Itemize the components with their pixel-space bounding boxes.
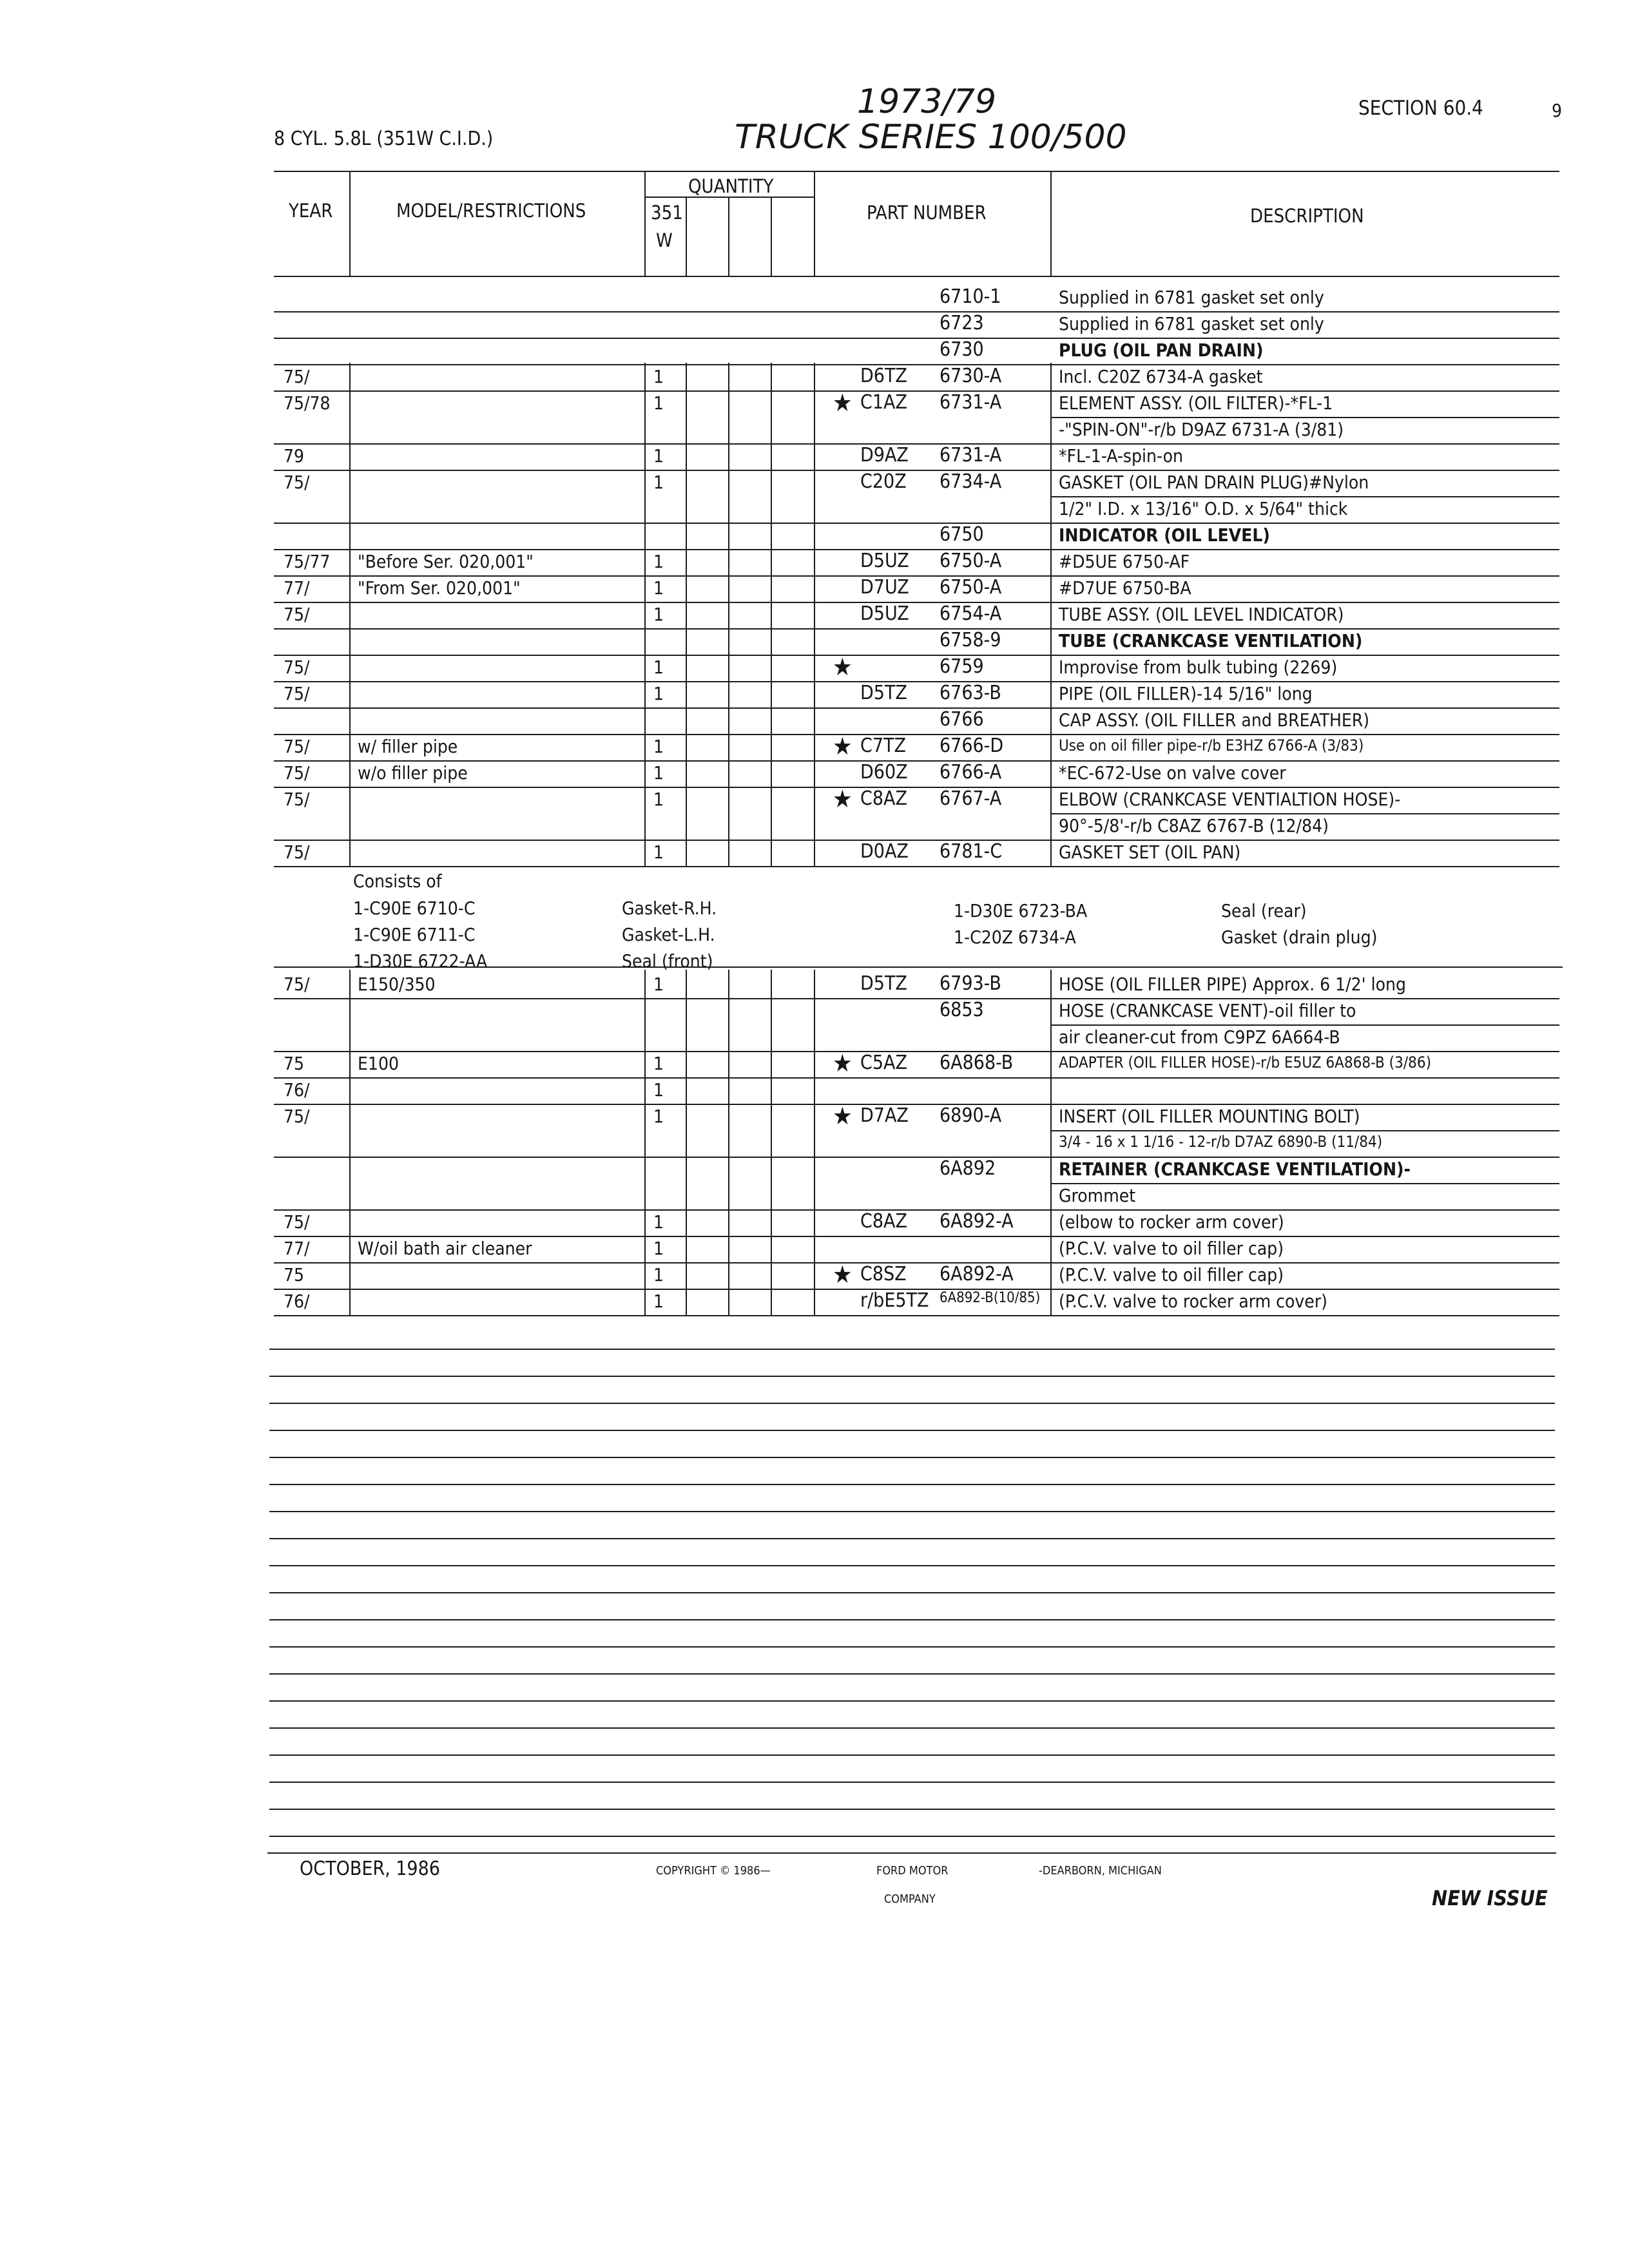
qty-cell: 1	[653, 683, 664, 704]
year-cell: 75/	[284, 1211, 310, 1233]
blank-rule	[269, 1538, 1555, 1539]
blank-rule	[269, 1457, 1555, 1458]
column-rule	[644, 970, 646, 1315]
star-icon: ★	[833, 1260, 853, 1289]
frame-line	[814, 171, 815, 276]
part-prefix-cell: C5AZ	[860, 1052, 907, 1074]
row-rule	[274, 628, 1559, 629]
row-rule	[274, 1104, 1559, 1105]
blank-rule	[269, 1565, 1555, 1566]
qty-cell: 1	[653, 445, 664, 466]
part-base-cell: 6781-C	[940, 840, 1003, 863]
blank-rule	[269, 1700, 1555, 1702]
part-base-cell: 6730	[940, 338, 984, 361]
part-base-cell: 6A892	[940, 1157, 996, 1180]
desc-cell: (P.C.V. valve to oil filler cap)	[1059, 1264, 1284, 1285]
part-prefix-cell: C20Z	[860, 470, 907, 493]
desc-cell: (P.C.V. valve to rocker arm cover)	[1059, 1291, 1327, 1312]
model-cell: w/o filler pipe	[358, 762, 468, 783]
consists-label: Consists of	[353, 870, 442, 892]
consists-part: 1-D30E 6723-BA	[954, 900, 1088, 921]
part-base-cell: 6766	[940, 708, 984, 731]
part-base-cell: 6763-B	[940, 682, 1001, 704]
year-cell: 75/	[284, 683, 310, 704]
year-cell: 75/	[284, 472, 310, 493]
qty-cell: 1	[653, 551, 664, 572]
desc-cell: PLUG (OIL PAN DRAIN)	[1059, 340, 1264, 361]
blank-rule	[269, 1511, 1555, 1512]
footer-company-1: FORD MOTOR	[876, 1864, 949, 1878]
blank-rule	[269, 1646, 1555, 1648]
desc-cell: (P.C.V. valve to oil filler cap)	[1059, 1238, 1284, 1259]
part-base-cell: 6A892-A	[940, 1263, 1014, 1285]
desc-cell: air cleaner-cut from C9PZ 6A664-B	[1059, 1026, 1340, 1048]
column-rule	[814, 363, 815, 866]
part-base-cell: 6710-1	[940, 285, 1001, 308]
qty-cell: 1	[653, 789, 664, 810]
desc-cell: INDICATOR (OIL LEVEL)	[1059, 524, 1270, 546]
row-rule	[274, 707, 1559, 709]
consists-bottom-rule	[274, 966, 1563, 968]
desc-cell: ELBOW (CRANKCASE VENTIALTION HOSE)-	[1059, 789, 1401, 810]
part-prefix-cell: D5TZ	[860, 682, 907, 704]
footer-date: OCTOBER, 1986	[300, 1858, 440, 1880]
desc-cell: *EC-672-Use on valve cover	[1059, 762, 1286, 783]
consists-name: Gasket-R.H.	[622, 898, 717, 919]
col-quantity: QUANTITY	[688, 175, 774, 197]
blank-rule	[269, 1754, 1555, 1756]
desc-cell: Supplied in 6781 gasket set only	[1059, 313, 1324, 334]
qty-cell: 1	[653, 1106, 664, 1127]
desc-cell: 90°-5/8'-r/b C8AZ 6767-B (12/84)	[1059, 815, 1329, 836]
star-icon: ★	[833, 1102, 853, 1130]
part-base-cell: 6767-A	[940, 787, 1002, 810]
part-base-cell: 6731-A	[940, 391, 1002, 414]
blank-rule	[269, 1349, 1555, 1350]
column-rule	[1050, 363, 1052, 866]
consists-name: Seal (rear)	[1221, 900, 1307, 921]
row-rule	[274, 311, 1559, 312]
qty-cell: 1	[653, 762, 664, 783]
part-prefix-cell: D5UZ	[860, 602, 909, 625]
consists-part: 1-C90E 6710-C	[353, 898, 476, 919]
column-rule	[349, 970, 351, 1315]
row-rule	[1050, 1024, 1559, 1026]
part-base-cell: 6730-A	[940, 365, 1002, 387]
header-bottom-rule	[274, 276, 1559, 277]
row-rule	[274, 655, 1559, 656]
row-rule	[274, 1051, 1559, 1052]
row-rule	[274, 760, 1559, 762]
frame-line	[1050, 171, 1052, 276]
year-cell: 76/	[284, 1291, 310, 1312]
star-icon: ★	[833, 785, 853, 813]
column-rule	[771, 363, 772, 866]
year-cell: 75/	[284, 1106, 310, 1127]
blank-rule	[269, 1727, 1555, 1729]
year-cell: 75/	[284, 604, 310, 625]
row-rule	[1050, 813, 1559, 814]
model-cell: E100	[358, 1053, 399, 1074]
desc-cell: Use on oil filler pipe-r/b E3HZ 6766-A (3/83)	[1059, 736, 1364, 754]
qty-cell: 1	[653, 366, 664, 387]
blank-rule	[269, 1619, 1555, 1620]
model-cell: "Before Ser. 020,001"	[358, 551, 534, 572]
star-icon: ★	[833, 1049, 853, 1077]
row-rule	[274, 338, 1559, 339]
part-base-cell: 6A892-A	[940, 1210, 1014, 1233]
row-rule	[274, 998, 1559, 999]
col-desc: DESCRIPTION	[1250, 205, 1364, 227]
year-cell: 75/	[284, 366, 310, 387]
part-base-cell: 6793-B	[940, 972, 1001, 995]
col-qty-351: 351	[651, 202, 683, 224]
desc-cell: 1/2" I.D. x 13/16" O.D. x 5/64" thick	[1059, 498, 1348, 519]
part-prefix-cell: D6TZ	[860, 365, 907, 387]
year-cell: 77/	[284, 1238, 310, 1259]
desc-cell: GASKET SET (OIL PAN)	[1059, 841, 1241, 863]
row-rule	[1050, 496, 1559, 497]
series-title: TRUCK SERIES 100/500	[735, 118, 1127, 157]
desc-cell: RETAINER (CRANKCASE VENTILATION)-	[1059, 1158, 1411, 1180]
part-base-cell: 6734-A	[940, 470, 1002, 493]
part-prefix-cell: D5TZ	[860, 972, 907, 995]
blank-rule	[269, 1809, 1555, 1810]
desc-cell: Grommet	[1059, 1185, 1136, 1206]
part-base-cell: 6890-A	[940, 1104, 1002, 1127]
footer-issue: NEW ISSUE	[1432, 1886, 1548, 1910]
column-rule	[1050, 970, 1052, 1315]
qty-cell: 1	[653, 1264, 664, 1285]
desc-cell: INSERT (OIL FILLER MOUNTING BOLT)	[1059, 1106, 1360, 1127]
column-rule	[686, 363, 687, 866]
qty-cell: 1	[653, 1079, 664, 1100]
consists-part: 1-C90E 6711-C	[353, 924, 476, 945]
qty-cell: 1	[653, 392, 664, 414]
star-icon: ★	[833, 389, 853, 417]
row-rule	[274, 1077, 1559, 1079]
column-rule	[644, 363, 646, 866]
part-base-cell: 6750	[940, 523, 984, 546]
column-rule	[686, 970, 687, 1315]
footer-company-2: COMPANY	[884, 1892, 936, 1906]
qty-cell: 1	[653, 604, 664, 625]
row-rule	[274, 1236, 1559, 1237]
column-rule	[728, 363, 729, 866]
frame-line	[644, 171, 646, 276]
part-base-cell: 6759	[940, 655, 984, 678]
part-prefix-cell: D0AZ	[860, 840, 909, 863]
part-prefix-cell: D60Z	[860, 761, 908, 783]
year-cell: 75/	[284, 762, 310, 783]
part-base-cell: 6754-A	[940, 602, 1002, 625]
year-cell: 75/	[284, 841, 310, 863]
consists-name: Gasket (drain plug)	[1221, 927, 1378, 948]
footer-copyright: COPYRIGHT © 1986—	[656, 1864, 771, 1878]
row-rule	[274, 734, 1559, 735]
section-label: SECTION 60.4	[1358, 97, 1483, 120]
year-cell: 75/	[284, 736, 310, 757]
part-prefix-cell: r/bE5TZ	[860, 1289, 929, 1312]
desc-cell: TUBE ASSY. (OIL LEVEL INDICATOR)	[1059, 604, 1344, 625]
blank-rule	[269, 1673, 1555, 1675]
column-rule	[728, 970, 729, 1315]
row-rule	[274, 1157, 1559, 1158]
consists-name: Seal (front)	[622, 950, 713, 972]
desc-cell: #D5UE 6750-AF	[1059, 551, 1190, 572]
row-rule	[274, 1315, 1559, 1316]
qty-cell: 1	[653, 472, 664, 493]
blank-rule	[269, 1403, 1555, 1404]
desc-cell: HOSE (CRANKCASE VENT)-oil filler to	[1059, 1000, 1356, 1021]
frame-line	[771, 197, 772, 276]
row-rule	[274, 575, 1559, 577]
desc-cell: -"SPIN-ON"-r/b D9AZ 6731-A (3/81)	[1059, 419, 1344, 440]
model-cell: w/ filler pipe	[358, 736, 458, 757]
qty-cell: 1	[653, 657, 664, 678]
part-prefix-cell: D5UZ	[860, 550, 909, 572]
engine-label: 8 CYL. 5.8L (351W C.I.D.)	[274, 128, 494, 150]
qty-cell: 1	[653, 577, 664, 599]
star-icon: ★	[833, 732, 853, 760]
year-cell: 76/	[284, 1079, 310, 1100]
frame-line	[728, 197, 729, 276]
part-base-cell: 6750-A	[940, 576, 1002, 599]
model-cell: E150/350	[358, 974, 436, 995]
part-base-cell: 6758-9	[940, 629, 1001, 651]
qty-cell: 1	[653, 841, 664, 863]
model-cell: "From Ser. 020,001"	[358, 577, 521, 599]
qty-cell: 1	[653, 736, 664, 757]
qty-cell: 1	[653, 1053, 664, 1074]
desc-cell: Incl. C20Z 6734-A gasket	[1059, 366, 1263, 387]
footer-location: -DEARBORN, MICHIGAN	[1039, 1864, 1162, 1878]
column-rule	[349, 363, 351, 866]
column-rule	[771, 970, 772, 1315]
consists-part: 1-C20Z 6734-A	[954, 927, 1076, 948]
blank-rule	[269, 1782, 1555, 1783]
year-cell: 77/	[284, 577, 310, 599]
column-rule	[814, 970, 815, 1315]
part-prefix-cell: D7AZ	[860, 1104, 909, 1127]
qty-cell: 1	[653, 974, 664, 995]
model-cell: W/oil bath air cleaner	[358, 1238, 532, 1259]
row-rule	[274, 602, 1559, 603]
consists-name: Gasket-L.H.	[622, 924, 715, 945]
qty-cell: 1	[653, 1238, 664, 1259]
desc-cell: Improvise from bulk tubing (2269)	[1059, 657, 1338, 678]
row-rule	[274, 443, 1559, 445]
year-cell: 75/	[284, 657, 310, 678]
blank-rule	[269, 1430, 1555, 1431]
part-prefix-cell: C8AZ	[860, 787, 907, 810]
desc-cell: #D7UE 6750-BA	[1059, 577, 1191, 599]
desc-cell: PIPE (OIL FILLER)-14 5/16" long	[1059, 683, 1313, 704]
desc-cell: Supplied in 6781 gasket set only	[1059, 287, 1324, 308]
part-prefix-cell: C7TZ	[860, 735, 906, 757]
part-prefix-cell: C8SZ	[860, 1263, 907, 1285]
consists-part: 1-D30E 6722-AA	[353, 950, 488, 972]
row-rule	[274, 364, 1559, 365]
col-model: MODEL/RESTRICTIONS	[396, 200, 586, 222]
col-part: PART NUMBER	[867, 202, 987, 224]
blank-rule	[269, 1376, 1555, 1377]
desc-cell: 3/4 - 16 x 1 1/16 - 12-r/b D7AZ 6890-B (11/84)	[1059, 1133, 1383, 1151]
year-cell: 79	[284, 445, 305, 466]
frame-line	[686, 197, 687, 276]
col-year: YEAR	[289, 200, 333, 222]
year-cell: 75/	[284, 974, 310, 995]
part-base-cell: 6750-A	[940, 550, 1002, 572]
row-rule	[1050, 1183, 1559, 1184]
part-prefix-cell: D9AZ	[860, 444, 909, 466]
desc-cell: (elbow to rocker arm cover)	[1059, 1211, 1284, 1233]
table-top-rule	[274, 171, 1559, 172]
row-rule	[274, 1262, 1559, 1264]
part-base-cell: 6A892-B(10/85)	[940, 1290, 1041, 1306]
row-rule	[274, 787, 1559, 788]
desc-cell: HOSE (OIL FILLER PIPE) Approx. 6 1/2' long	[1059, 974, 1406, 995]
desc-cell: GASKET (OIL PAN DRAIN PLUG)#Nylon	[1059, 472, 1369, 493]
year-cell: 75/78	[284, 392, 331, 414]
desc-cell: CAP ASSY. (OIL FILLER and BREATHER)	[1059, 709, 1370, 731]
row-rule	[274, 681, 1559, 682]
desc-cell: TUBE (CRANKCASE VENTILATION)	[1059, 630, 1363, 651]
row-rule	[274, 866, 1559, 867]
year-cell: 75	[284, 1264, 305, 1285]
part-prefix-cell: D7UZ	[860, 576, 909, 599]
row-rule	[1050, 1130, 1559, 1131]
desc-cell: ELEMENT ASSY. (OIL FILTER)-*FL-1	[1059, 392, 1333, 414]
row-rule	[274, 1209, 1559, 1211]
qty-cell: 1	[653, 1291, 664, 1312]
desc-cell: ADAPTER (OIL FILLER HOSE)-r/b E5UZ 6A868-B (3/86)	[1059, 1053, 1431, 1072]
page-number: 9	[1552, 100, 1563, 121]
footer-rule	[267, 1852, 1556, 1854]
part-base-cell: 6766-A	[940, 761, 1002, 783]
row-rule	[274, 840, 1559, 841]
star-icon: ★	[833, 653, 853, 681]
part-prefix-cell: C8AZ	[860, 1210, 907, 1233]
row-rule	[274, 470, 1559, 471]
row-rule	[274, 390, 1559, 392]
row-rule	[274, 549, 1559, 550]
desc-cell: *FL-1-A-spin-on	[1059, 445, 1183, 466]
part-base-cell: 6766-D	[940, 735, 1004, 757]
col-qty-w: W	[656, 229, 673, 251]
blank-rule	[269, 1836, 1555, 1837]
years-title: 1973/79	[857, 82, 997, 121]
row-rule	[274, 523, 1559, 524]
part-base-cell: 6723	[940, 312, 984, 334]
blank-rule	[269, 1484, 1555, 1485]
year-cell: 75	[284, 1053, 305, 1074]
blank-rule	[269, 1592, 1555, 1593]
row-rule	[1050, 417, 1559, 418]
qty-cell: 1	[653, 1211, 664, 1233]
year-cell: 75/77	[284, 551, 331, 572]
part-base-cell: 6731-A	[940, 444, 1002, 466]
part-base-cell: 6A868-B	[940, 1052, 1014, 1074]
frame-line	[349, 171, 351, 276]
part-base-cell: 6853	[940, 999, 984, 1021]
year-cell: 75/	[284, 789, 310, 810]
part-prefix-cell: C1AZ	[860, 391, 907, 414]
